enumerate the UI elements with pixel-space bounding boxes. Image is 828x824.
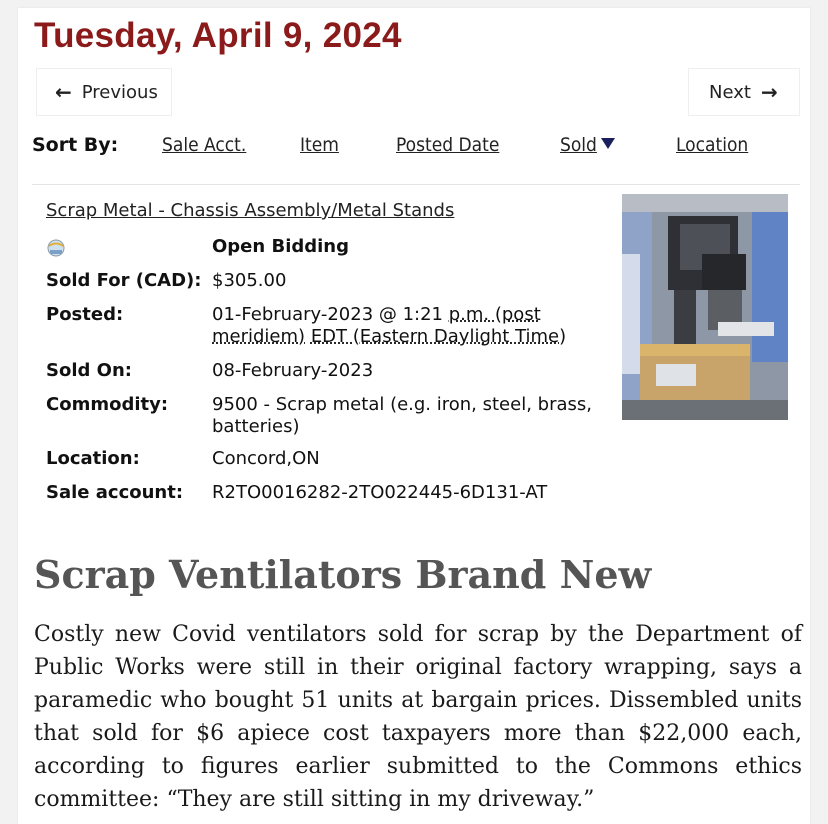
sort-location-link[interactable]: Location: [676, 134, 749, 156]
listing-photo[interactable]: [622, 194, 788, 420]
sale-account-label: Sale account:: [46, 482, 184, 503]
posted-meridiem-text: meridiem): [212, 326, 306, 347]
commodity-label: Commodity:: [46, 394, 169, 415]
status-text: Open Bidding: [212, 236, 350, 257]
previous-label: Previous: [81, 81, 158, 103]
posted-label: Posted:: [46, 304, 124, 325]
article-body: Costly new Covid ventilators sold for scrap by the Department of Public Works were still in their original factory wrapping, says a paramedic who bought 51 units at bargain prices. Dissembled units that sold for $6 apiece cost taxpayers more than $22,000 each, according to figures earlier submitted to the Commons ethics committee: “They are still sitting in my driveway.”: [34, 622, 802, 812]
sort-item-link[interactable]: Item: [300, 134, 339, 156]
sold-for-label: Sold For (CAD):: [46, 270, 202, 291]
caret-down-icon: [601, 138, 615, 149]
sold-for-value: $305.00: [212, 270, 287, 291]
page-date-title: Tuesday, April 9, 2024: [34, 16, 402, 55]
sale-account-value: R2TO0016282-2TO022445-6D131-AT: [212, 482, 548, 503]
page: [18, 8, 810, 824]
sold-on-label: Sold On:: [46, 360, 132, 381]
commodity-value: [212, 394, 592, 438]
sort-bar: [18, 126, 810, 166]
posted-date-text: 01-February-2023 @ 1:21: [212, 304, 449, 325]
commodity-line-1: 9500 - Scrap metal (e.g. iron, steel, brass,: [212, 394, 592, 415]
location-label: Location:: [46, 448, 140, 469]
sort-sale-acct-link[interactable]: Sale Acct.: [162, 134, 247, 156]
arrow-left-icon: ←: [55, 80, 72, 104]
location-value: Concord,ON: [212, 448, 320, 469]
sort-sold-link[interactable]: [560, 134, 615, 156]
globe-auction-icon: [46, 238, 66, 258]
article-headline: Scrap Ventilators Brand New: [34, 552, 652, 597]
posted-pm-abbr: p.m. (post: [448, 304, 541, 325]
listing-title-link[interactable]: Scrap Metal - Chassis Assembly/Metal Stands: [46, 200, 455, 221]
arrow-right-icon: →: [760, 80, 778, 104]
sold-on-value: 08-February-2023: [212, 360, 374, 381]
posted-edt-abbr: EDT (Eastern Daylight Time): [310, 326, 567, 347]
commodity-line-2: batteries): [212, 416, 300, 437]
posted-value: [212, 304, 566, 348]
sort-by-label: Sort By:: [32, 134, 119, 156]
divider: [32, 184, 800, 185]
sort-sold-label: Sold: [560, 134, 597, 156]
sort-posted-date-link[interactable]: Posted Date: [396, 134, 500, 156]
previous-button[interactable]: [36, 68, 172, 116]
next-button[interactable]: [688, 68, 800, 116]
next-label: Next: [709, 81, 751, 103]
